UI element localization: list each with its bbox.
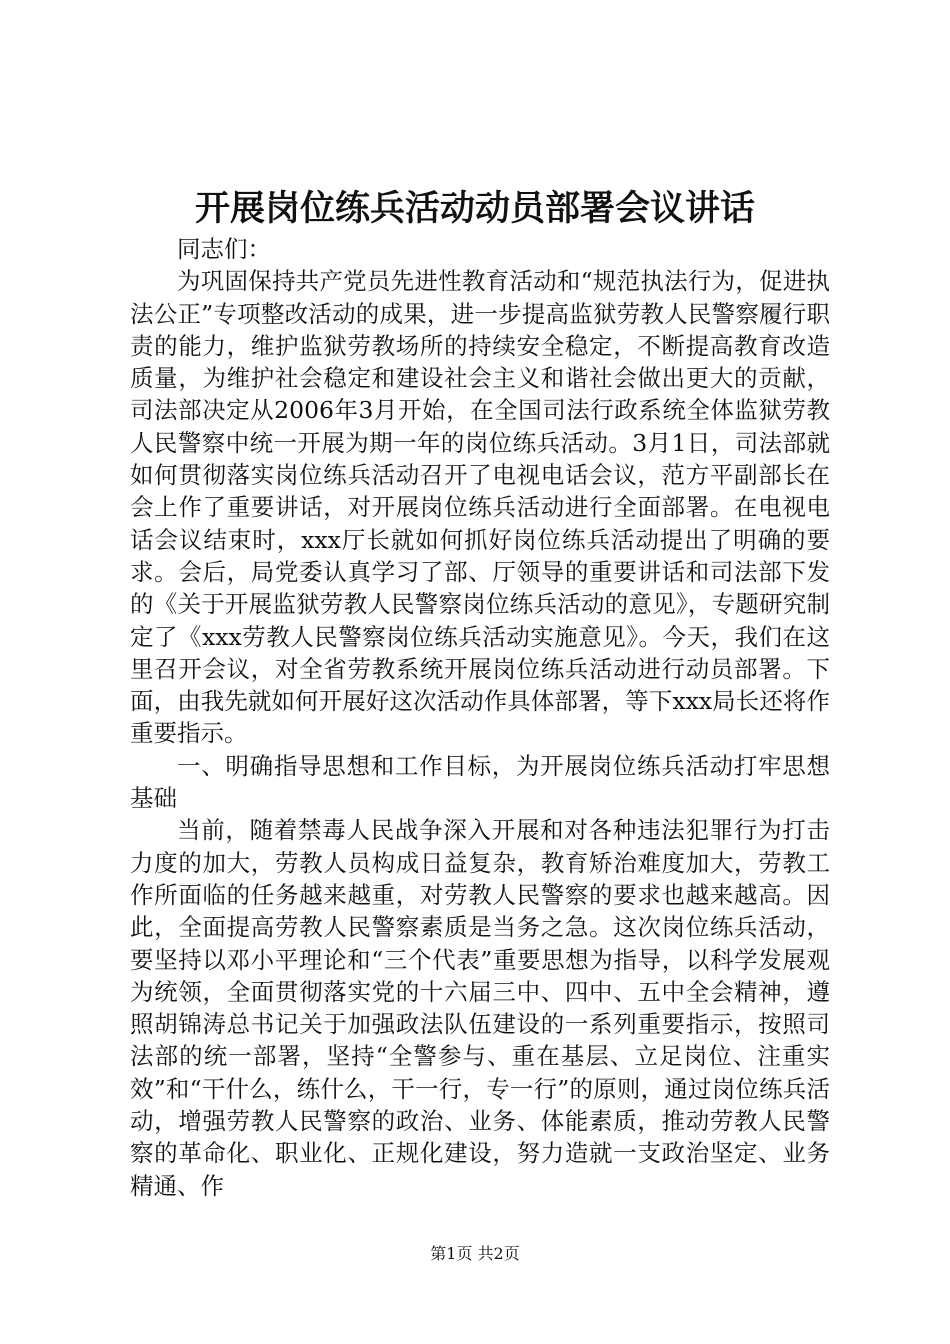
document-body (130, 233, 830, 1202)
paragraph-current-situation: 当前，随着禁毒人民战争深入开展和对各种违法犯罪行为打击力度的加大，劳教人员构成日益复杂，教育矫治难度加大，劳教工作所面临的任务越来越重，对劳教人民警察的要求也越来越高。因此，全面提高劳教人民警察素质是当务之急。这次岗位练兵活动，要坚持以邓小平理论和“三个代表”重要思想为指导，以科学发展观为统领，全面贯彻落实党的十六届三中、四中、五中全会精神，遵照胡锦涛总书记关于加强政法队伍建设的一系列重要指示，按照司法部的统一部署，坚持“全警参与、重在基层、立足岗位、注重实效”和“干什么，练什么，干一行，专一行”的原则，通过岗位练兵活动，增强劳教人民警察的政治、业务、体能素质，推动劳教人民警察的革命化、职业化、正规化建设，努力造就一支政治坚定、业务精通、作 (130, 816, 830, 1200)
page-footer: 第1页 共2页 (430, 1244, 520, 1263)
salutation: 同志们： (177, 235, 271, 263)
paragraph-intro: 为巩固保持共产党员先进性教育活动和“规范执法行为，促进执法公正”专项整改活动的成果，进一步提高监狱劳教人民警察履行职责的能力，维护监狱劳教场所的持续安全稳定，不断提高教育改造质量，为维护社会稳定和建设社会主义和谐社会做出更大的贡献，司法部决定从2006年3月开始，在全国司法行政系统全体监狱劳教人民警察中统一开展为期一年的岗位练兵活动。3月1日，司法部就如何贯彻落实岗位练兵活动召开了电视电话会议，范方平副部长在会上作了重要讲话，对开展岗位练兵活动进行全面部署。在电视电话会议结束时，xxx厅长就如何抓好岗位练兵活动提出了明确的要求。会后，局党委认真学习了部、厅领导的重要讲话和司法部下发的《关于开展监狱劳教人民警察岗位练兵活动的意见》，专题研究制定了《xxx劳教人民警察岗位练兵活动实施意见》。今天，我们在这里召开会议，对全省劳教系统开展岗位练兵活动进行动员部署。下面，由我先就如何开展好这次活动作具体部署，等下xxx局长还将作重要指示。 (130, 267, 830, 748)
section-heading-1: 一、明确指导思想和工作目标，为开展岗位练兵活动打牢思想基础 (130, 751, 830, 813)
document-title: 开展岗位练兵活动动员部署会议讲话 (194, 188, 755, 229)
